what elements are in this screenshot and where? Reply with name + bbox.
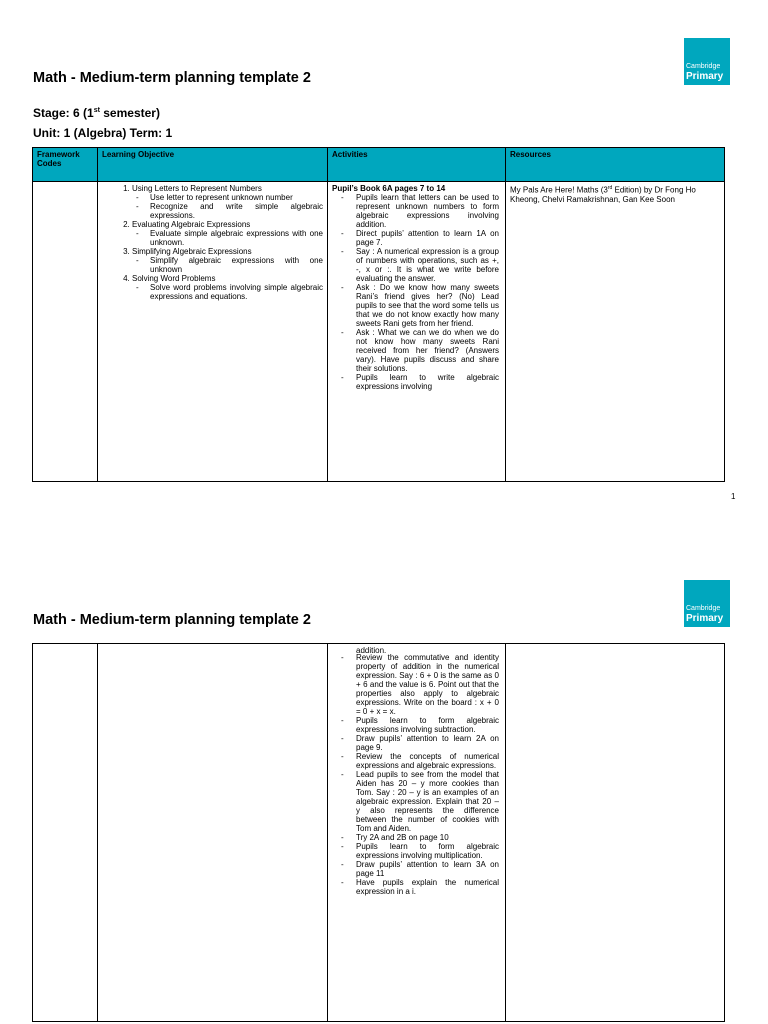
activities-cell [328, 644, 506, 1022]
objective-sub-item: - Recognize and write simple algebraic expressions. [150, 202, 323, 220]
activities-heading: Pupil’s Book 6A pages 7 to 14 [332, 184, 446, 193]
logo-line-1: Cambridge [686, 605, 721, 612]
planning-table-continued [32, 643, 725, 1022]
table-header-row [33, 148, 725, 182]
header-learning-objective: Learning Objective [98, 148, 328, 182]
learning-objective-cell [98, 182, 328, 482]
objective-item [132, 274, 323, 301]
activity-item: - Lead pupils to see from the model that Aiden has 20 – y more cookies than Tom. Say : 20 – y is an examples of an algebraic expression. Explain that 20 – y also represents the difference between the number of cookies with Tom and Aiden. [356, 770, 499, 833]
activity-item: - Pupils learn to form algebraic expressions involving multiplication. [356, 842, 499, 860]
learning-objective-cell [98, 644, 328, 1022]
activity-item: - Say : A numerical expression is a group of numbers with operations, such as +, -, x or :. It is what we write before evaluating the answer. [356, 247, 499, 283]
activities-list [332, 193, 501, 391]
resources-cell [506, 644, 725, 1022]
document-page-2 [0, 540, 768, 1024]
objectives-list [102, 184, 323, 301]
unit-term-line: Unit: 1 (Algebra) Term: 1 [33, 126, 173, 140]
framework-codes-cell [33, 644, 98, 1022]
activity-continuation: addition. [356, 646, 387, 655]
resources-superscript: rd [607, 185, 613, 191]
stage-prefix: Stage: 6 (1 [33, 106, 94, 120]
objective-title: Using Letters to Represent Numbers [132, 184, 262, 193]
activity-item: - Have pupils explain the numerical expression in a i. [356, 878, 499, 896]
document-title: Math - Medium-term planning template 2 [33, 612, 311, 628]
logo-line-2: Primary [686, 613, 724, 624]
table-row [33, 182, 725, 482]
activity-item: - Direct pupils’ attention to learn 1A on page 7. [356, 229, 499, 247]
objective-sub-item: - Solve word problems involving simple algebraic expressions and equations. [150, 283, 323, 301]
activity-item: - Draw pupils’ attention to learn 2A on page 9. [356, 734, 499, 752]
header-resources: Resources [506, 148, 725, 182]
activity-item: - Pupils learn to write algebraic expressions involving [356, 373, 499, 391]
activities-cell [328, 182, 506, 482]
stage-line [33, 106, 160, 120]
activity-item: - Review the commutative and identity property of addition in the numerical expression. Say : 6 + 0 is the same as 0 + 6 and the value is 6. Point out that the properties also apply to algebraic expressions. Write on the board : x + 0 = 0 + x = x. [356, 653, 499, 716]
objective-title: Simplifying Algebraic Expressions [132, 247, 252, 256]
planning-table [32, 147, 725, 482]
logo-line-1: Cambridge [686, 63, 721, 70]
document-title: Math - Medium-term planning template 2 [33, 70, 311, 86]
activity-item: - Try 2A and 2B on page 10 [356, 833, 499, 842]
objective-item [132, 247, 323, 274]
header-framework-codes: Framework Codes [33, 148, 98, 182]
activity-item: - Ask : Do we know how many sweets Rani’s friend gives her? (No) Lead pupils to see that the word some tells us that we do not know exactly how many sweets Rani gets from her friend. [356, 283, 499, 328]
resources-cell [506, 182, 725, 482]
objective-title: Solving Word Problems [132, 274, 216, 283]
objective-item [132, 220, 323, 247]
table-row [33, 644, 725, 1022]
cambridge-primary-logo [684, 38, 730, 85]
activity-item: - Draw pupils’ attention to learn 3A on page 11 [356, 860, 499, 878]
objective-sub-item: - Evaluate simple algebraic expressions with one unknown. [150, 229, 323, 247]
resources-suffix: Edition) by Dr Fong Ho Kheong, Chelvi Ramakrishnan, Gan Kee Soon [510, 185, 696, 204]
stage-suffix: semester) [99, 106, 160, 120]
objective-item [132, 184, 323, 220]
header-activities: Activities [328, 148, 506, 182]
objective-title: Evaluating Algebraic Expressions [132, 220, 251, 229]
framework-codes-cell [33, 182, 98, 482]
logo-line-2: Primary [686, 71, 724, 82]
stage-superscript: st [93, 107, 100, 114]
page-number: 1 [731, 492, 736, 501]
cambridge-primary-logo [684, 580, 730, 627]
activity-item: - Ask : What we can we do when we do not know how many sweets Rani received from her friend? (Answers vary). Have pupils discuss and share their solutions. [356, 328, 499, 373]
resources-prefix: My Pals Are Here! Maths (3 [510, 185, 608, 195]
objective-sub-item: - Use letter to represent unknown number [150, 193, 323, 202]
activities-list [332, 653, 501, 896]
activity-item: - Review the concepts of numerical expressions and algebraic expressions. [356, 752, 499, 770]
activity-item: - Pupils learn that letters can be used to represent unknown numbers to form algebraic expressions involving addition. [356, 193, 499, 229]
objective-sub-item: - Simplify algebraic expressions with one unknown [150, 256, 323, 274]
activity-item: - Pupils learn to form algebraic expressions involving subtraction. [356, 716, 499, 734]
